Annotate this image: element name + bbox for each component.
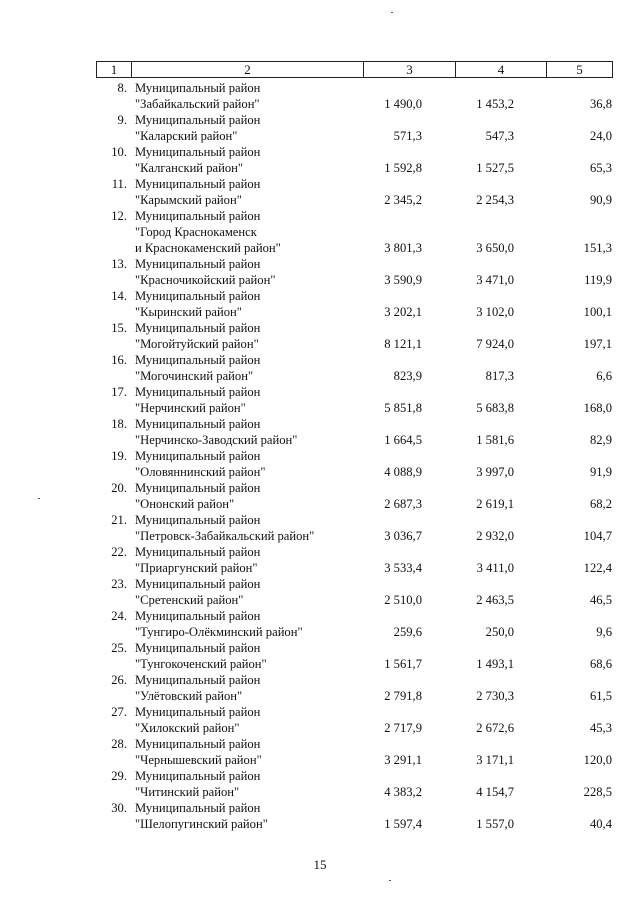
value-cell-c4: 1 527,5 — [476, 161, 514, 175]
value-cell-c4: 3 471,0 — [476, 273, 514, 287]
header-cell: 5 — [547, 62, 613, 78]
row-number: 10. — [111, 145, 127, 159]
row-number: 24. — [111, 609, 127, 623]
value-cell-c3: 571,3 — [393, 129, 422, 143]
table-row — [96, 640, 612, 672]
district-name-line: "Оловяннинский район" — [135, 465, 266, 479]
district-name-line: и Краснокаменский район" — [135, 241, 281, 255]
value-cell-c4: 3 997,0 — [476, 465, 514, 479]
value-cell-c4: 2 672,6 — [476, 721, 514, 735]
value-cell-c3: 2 687,3 — [384, 497, 422, 511]
table-row — [96, 80, 612, 112]
value-cell-c3: 2 345,2 — [384, 193, 422, 207]
district-name-line: Муниципальный район — [135, 113, 261, 127]
row-number: 9. — [117, 113, 127, 127]
value-cell-c4: 2 463,5 — [476, 593, 514, 607]
value-cell-c5: 6,6 — [596, 369, 612, 383]
district-name-line: "Нерчинско-Заводский район" — [135, 433, 298, 447]
table-row — [96, 768, 612, 800]
row-number: 29. — [111, 769, 127, 783]
row-number: 23. — [111, 577, 127, 591]
table-row — [96, 208, 612, 256]
value-cell-c5: 45,3 — [589, 721, 612, 735]
table-row — [96, 384, 612, 416]
value-cell-c5: 68,6 — [589, 657, 612, 671]
header-cell: 2 — [132, 62, 364, 78]
table-row — [96, 704, 612, 736]
row-number: 14. — [111, 289, 127, 303]
value-cell-c4: 2 730,3 — [476, 689, 514, 703]
district-name-line: "Петровск-Забайкальский район" — [135, 529, 315, 543]
district-name-line: "Хилокский район" — [135, 721, 240, 735]
value-cell-c3: 1 490,0 — [384, 97, 422, 111]
value-cell-c5: 82,9 — [589, 433, 612, 447]
district-name-line: "Красночикойский район" — [135, 273, 276, 287]
scan-speck — [389, 880, 391, 881]
value-cell-c4: 3 171,1 — [476, 753, 514, 767]
value-cell-c5: 46,5 — [589, 593, 612, 607]
value-cell-c5: 100,1 — [583, 305, 612, 319]
value-cell-c3: 3 036,7 — [384, 529, 422, 543]
value-cell-c4: 547,3 — [485, 129, 514, 143]
district-name-line: Муниципальный район — [135, 209, 261, 223]
table-row — [96, 736, 612, 768]
row-number: 18. — [111, 417, 127, 431]
row-number: 19. — [111, 449, 127, 463]
value-cell-c3: 8 121,1 — [384, 337, 422, 351]
value-cell-c3: 4 088,9 — [384, 465, 422, 479]
column-number-header — [96, 61, 613, 78]
row-number: 22. — [111, 545, 127, 559]
district-name-line: "Тунгокоченский район" — [135, 657, 267, 671]
row-number: 21. — [111, 513, 127, 527]
value-cell-c5: 228,5 — [583, 785, 612, 799]
value-cell-c3: 823,9 — [393, 369, 422, 383]
district-name-line: "Кыринский район" — [135, 305, 242, 319]
value-cell-c3: 4 383,2 — [384, 785, 422, 799]
district-name-line: "Могойтуйский район" — [135, 337, 259, 351]
district-name-line: "Приаргунский район" — [135, 561, 258, 575]
row-number: 25. — [111, 641, 127, 655]
district-name-line: Муниципальный район — [135, 545, 261, 559]
value-cell-c4: 1 453,2 — [476, 97, 514, 111]
value-cell-c5: 122,4 — [583, 561, 612, 575]
value-cell-c4: 3 650,0 — [476, 241, 514, 255]
header-cell: 4 — [456, 62, 547, 78]
value-cell-c5: 90,9 — [589, 193, 612, 207]
district-name-line: "Каларский район" — [135, 129, 238, 143]
value-cell-c3: 1 664,5 — [384, 433, 422, 447]
row-number: 28. — [111, 737, 127, 751]
value-cell-c3: 1 592,8 — [384, 161, 422, 175]
value-cell-c4: 2 619,1 — [476, 497, 514, 511]
value-cell-c3: 1 597,4 — [384, 817, 422, 831]
value-cell-c4: 5 683,8 — [476, 401, 514, 415]
value-cell-c5: 197,1 — [583, 337, 612, 351]
value-cell-c5: 68,2 — [589, 497, 612, 511]
value-cell-c4: 2 932,0 — [476, 529, 514, 543]
header-cell: 1 — [97, 62, 132, 78]
table-row — [96, 144, 612, 176]
district-name-line: "Могочинский район" — [135, 369, 254, 383]
value-cell-c4: 2 254,3 — [476, 193, 514, 207]
row-number: 15. — [111, 321, 127, 335]
value-cell-c3: 3 291,1 — [384, 753, 422, 767]
value-cell-c3: 2 791,8 — [384, 689, 422, 703]
value-cell-c4: 1 557,0 — [476, 817, 514, 831]
district-name-line: Муниципальный район — [135, 769, 261, 783]
value-cell-c5: 40,4 — [589, 817, 612, 831]
district-name-line: "Забайкальский район" — [135, 97, 260, 111]
row-number: 30. — [111, 801, 127, 815]
district-name-line: Муниципальный район — [135, 705, 261, 719]
value-cell-c5: 9,6 — [596, 625, 612, 639]
row-number: 8. — [117, 81, 127, 95]
district-name-line: Муниципальный район — [135, 417, 261, 431]
table-row — [96, 576, 612, 608]
district-name-line: Муниципальный район — [135, 801, 261, 815]
value-cell-c3: 3 801,3 — [384, 241, 422, 255]
district-name-line: "Чернышевский район" — [135, 753, 262, 767]
district-name-line: "Тунгиро-Олёкминский район" — [135, 625, 303, 639]
district-name-line: "Улётовский район" — [135, 689, 243, 703]
value-cell-c4: 7 924,0 — [476, 337, 514, 351]
table-row — [96, 256, 612, 288]
table-row — [96, 288, 612, 320]
value-cell-c4: 1 581,6 — [476, 433, 514, 447]
header-cell: 3 — [364, 62, 456, 78]
table-row — [96, 352, 612, 384]
district-name-line: "Читинский район" — [135, 785, 240, 799]
district-name-line: "Ононский район" — [135, 497, 235, 511]
district-name-line: Муниципальный район — [135, 609, 261, 623]
row-number: 16. — [111, 353, 127, 367]
district-name-line: "Город Краснокаменск — [135, 225, 257, 239]
scan-speck — [391, 12, 393, 13]
district-name-line: "Шелопугинский район" — [135, 817, 268, 831]
district-name-line: Муниципальный район — [135, 145, 261, 159]
table-row — [96, 512, 612, 544]
district-name-line: "Сретенский район" — [135, 593, 244, 607]
table-row — [96, 320, 612, 352]
table-row — [96, 480, 612, 512]
table-row — [96, 448, 612, 480]
district-name-line: Муниципальный район — [135, 257, 261, 271]
value-cell-c5: 119,9 — [584, 273, 612, 287]
value-cell-c4: 1 493,1 — [476, 657, 514, 671]
district-name-line: Муниципальный район — [135, 673, 261, 687]
table-row — [96, 416, 612, 448]
value-cell-c3: 3 533,4 — [384, 561, 422, 575]
value-cell-c4: 4 154,7 — [476, 785, 514, 799]
value-cell-c4: 3 411,0 — [476, 561, 514, 575]
value-cell-c5: 24,0 — [589, 129, 612, 143]
district-name-line: Муниципальный район — [135, 177, 261, 191]
district-name-line: Муниципальный район — [135, 353, 261, 367]
value-cell-c5: 168,0 — [583, 401, 612, 415]
row-number: 12. — [111, 209, 127, 223]
value-cell-c5: 65,3 — [589, 161, 612, 175]
row-number: 11. — [111, 177, 127, 191]
district-name-line: "Карымский район" — [135, 193, 242, 207]
district-name-line: "Калганский район" — [135, 161, 243, 175]
district-name-line: Муниципальный район — [135, 577, 261, 591]
value-cell-c5: 120,0 — [583, 753, 612, 767]
value-cell-c3: 1 561,7 — [384, 657, 422, 671]
page-number: 15 — [313, 857, 327, 872]
value-cell-c3: 2 717,9 — [384, 721, 422, 735]
table-row — [96, 544, 612, 576]
table-row — [96, 112, 612, 144]
table-row — [96, 800, 612, 832]
value-cell-c5: 91,9 — [589, 465, 612, 479]
value-cell-c3: 3 202,1 — [384, 305, 422, 319]
district-name-line: Муниципальный район — [135, 513, 261, 527]
value-cell-c4: 817,3 — [485, 369, 514, 383]
value-cell-c5: 36,8 — [589, 97, 612, 111]
value-cell-c5: 104,7 — [583, 529, 612, 543]
scan-speck — [38, 498, 40, 499]
district-name-line: Муниципальный район — [135, 641, 261, 655]
district-table-body — [96, 80, 612, 832]
district-name-line: Муниципальный район — [135, 737, 261, 751]
table-row — [96, 608, 612, 640]
district-name-line: Муниципальный район — [135, 481, 261, 495]
value-cell-c3: 3 590,9 — [384, 273, 422, 287]
row-number: 13. — [111, 257, 127, 271]
district-name-line: "Нерчинский район" — [135, 401, 246, 415]
value-cell-c3: 259,6 — [393, 625, 422, 639]
district-name-line: Муниципальный район — [135, 289, 261, 303]
value-cell-c3: 5 851,8 — [384, 401, 422, 415]
table-row — [96, 176, 612, 208]
value-cell-c4: 250,0 — [485, 625, 514, 639]
value-cell-c5: 61,5 — [589, 689, 612, 703]
row-number: 27. — [111, 705, 127, 719]
header-row — [97, 62, 613, 78]
value-cell-c5: 151,3 — [583, 241, 612, 255]
district-name-line: Муниципальный район — [135, 385, 261, 399]
row-number: 17. — [111, 385, 127, 399]
value-cell-c4: 3 102,0 — [476, 305, 514, 319]
row-number: 26. — [111, 673, 127, 687]
row-number: 20. — [111, 481, 127, 495]
district-name-line: Муниципальный район — [135, 449, 261, 463]
district-name-line: Муниципальный район — [135, 321, 261, 335]
table-row — [96, 672, 612, 704]
district-name-line: Муниципальный район — [135, 81, 261, 95]
value-cell-c3: 2 510,0 — [384, 593, 422, 607]
